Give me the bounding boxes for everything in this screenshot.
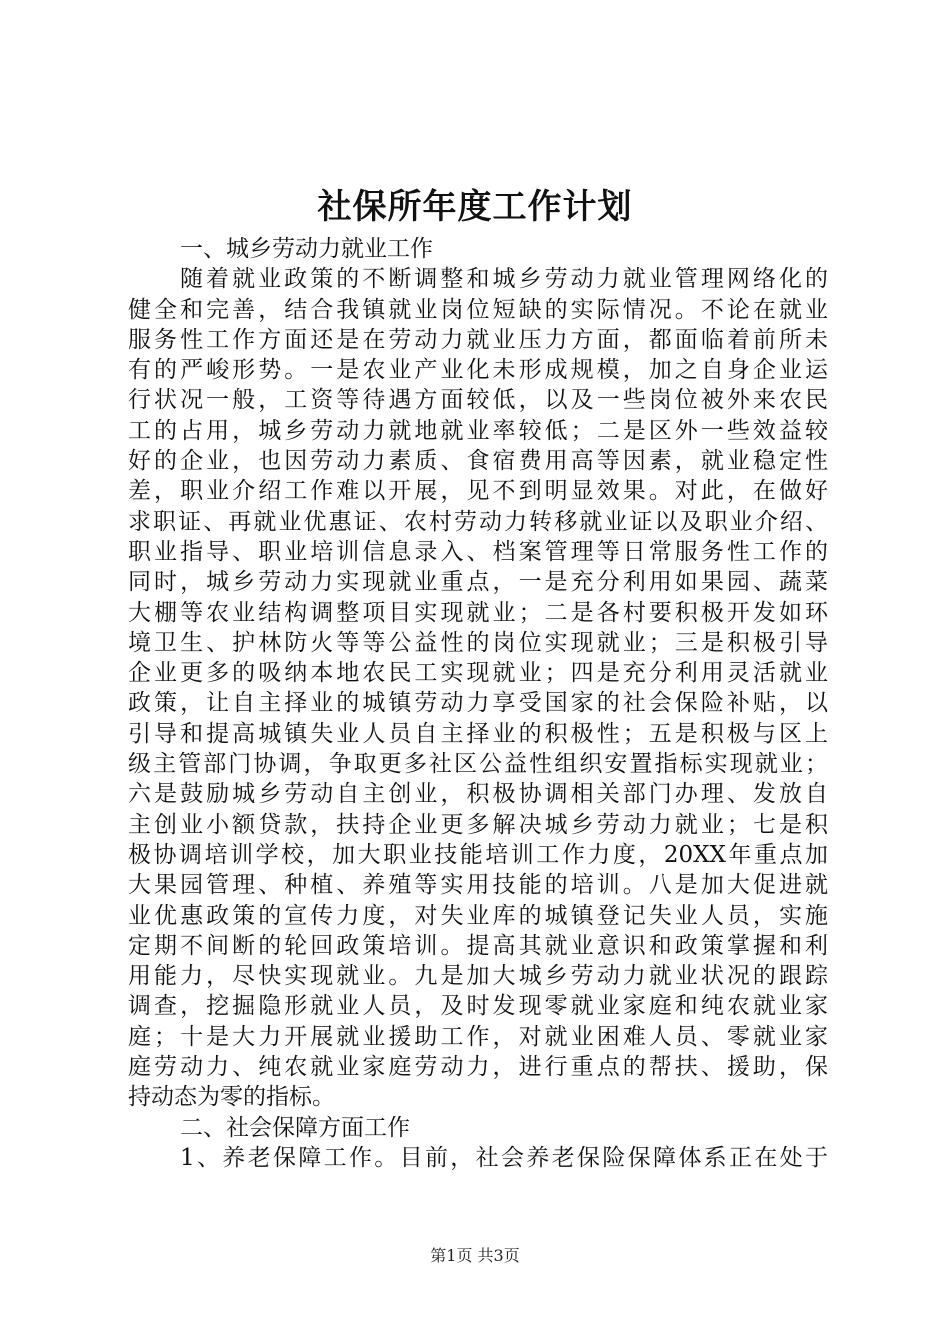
paragraph-line: 级主管部门协调，争取更多社区公益性组织安置指标实现就业； (128, 751, 828, 778)
paragraph-line: 用能力，尽快实现就业。九是加大城乡劳动力就业状况的跟踪 (128, 963, 828, 990)
section-heading: 二、社会保障方面工作 (180, 1114, 410, 1141)
paragraph-line: 主创业小额贷款，扶持企业更多解决城乡劳动力就业；七是积 (128, 811, 828, 838)
paragraph-line: 引导和提高城镇失业人员自主择业的积极性；五是积极与区上 (128, 720, 828, 747)
paragraph-line: 1、养老保障工作。目前，社会养老保险保障体系正在处于 (180, 1144, 828, 1171)
page-number: 第1页 共3页 (430, 1246, 520, 1265)
paragraph-line: 大果园管理、种植、养殖等实用技能的培训。八是加大促进就 (128, 872, 828, 899)
paragraph-line: 同时，城乡劳动力实现就业重点，一是充分利用如果园、蔬菜 (128, 569, 828, 596)
paragraph-line: 政策，让自主择业的城镇劳动力享受国家的社会保险补贴，以 (128, 690, 828, 717)
section-heading: 一、城乡劳动力就业工作 (180, 236, 433, 262)
paragraph-line: 有的严峻形势。一是农业产业化未形成规模，加之自身企业运 (128, 357, 828, 384)
paragraph-line: 工的占用，城乡劳动力就地就业率较低；二是区外一些效益较 (128, 417, 828, 444)
paragraph-line: 大棚等农业结构调整项目实现就业；二是各村要积极开发如环 (128, 599, 828, 626)
document-body (128, 234, 828, 1173)
paragraph-line: 差，职业介绍工作难以开展，见不到明显效果。对此，在做好 (128, 478, 828, 505)
paragraph-line: 健全和完善，结合我镇就业岗位短缺的实际情况。不论在就业 (128, 296, 828, 323)
paragraph-line: 境卫生、护林防火等等公益性的岗位实现就业；三是积极引导 (128, 629, 828, 656)
paragraph-line: 职业指导、职业培训信息录入、档案管理等日常服务性工作的 (128, 538, 828, 565)
paragraph-line: 极协调培训学校，加大职业技能培训工作力度，20XX年重点加 (128, 841, 828, 868)
paragraph-line: 求职证、再就业优惠证、农村劳动力转移就业证以及职业介绍、 (128, 508, 828, 535)
paragraph-line: 业优惠政策的宣传力度，对失业库的城镇登记失业人员，实施 (128, 902, 828, 929)
paragraph-line: 庭；十是大力开展就业援助工作，对就业困难人员、零就业家 (128, 1023, 828, 1050)
paragraph-line: 企业更多的吸纳本地农民工实现就业；四是充分利用灵活就业 (128, 660, 828, 687)
paragraph-line: 六是鼓励城乡劳动自主创业，积极协调相关部门办理、发放自 (128, 781, 828, 808)
paragraph-line: 行状况一般，工资等待遇方面较低，以及一些岗位被外来农民 (128, 387, 828, 414)
paragraph-line: 随着就业政策的不断调整和城乡劳动力就业管理网络化的 (180, 266, 828, 293)
paragraph-line: 定期不间断的轮回政策培训。提高其就业意识和政策掌握和利 (128, 932, 828, 959)
paragraph-line: 调查，挖掘隐形就业人员，及时发现零就业家庭和纯农就业家 (128, 993, 828, 1020)
paragraph-line: 服务性工作方面还是在劳动力就业压力方面，都面临着前所未 (128, 326, 828, 353)
section-paragraph (128, 1143, 828, 1173)
document-title: 社保所年度工作计划 (317, 187, 633, 227)
paragraph-line: 持动态为零的指标。 (128, 1084, 335, 1111)
paragraph-line: 好的企业，也因劳动力素质、食宿费用高等因素，就业稳定性 (128, 448, 828, 475)
section-paragraph (128, 264, 828, 1112)
paragraph-line: 庭劳动力、纯农就业家庭劳动力，进行重点的帮扶、援助，保 (128, 1054, 828, 1081)
